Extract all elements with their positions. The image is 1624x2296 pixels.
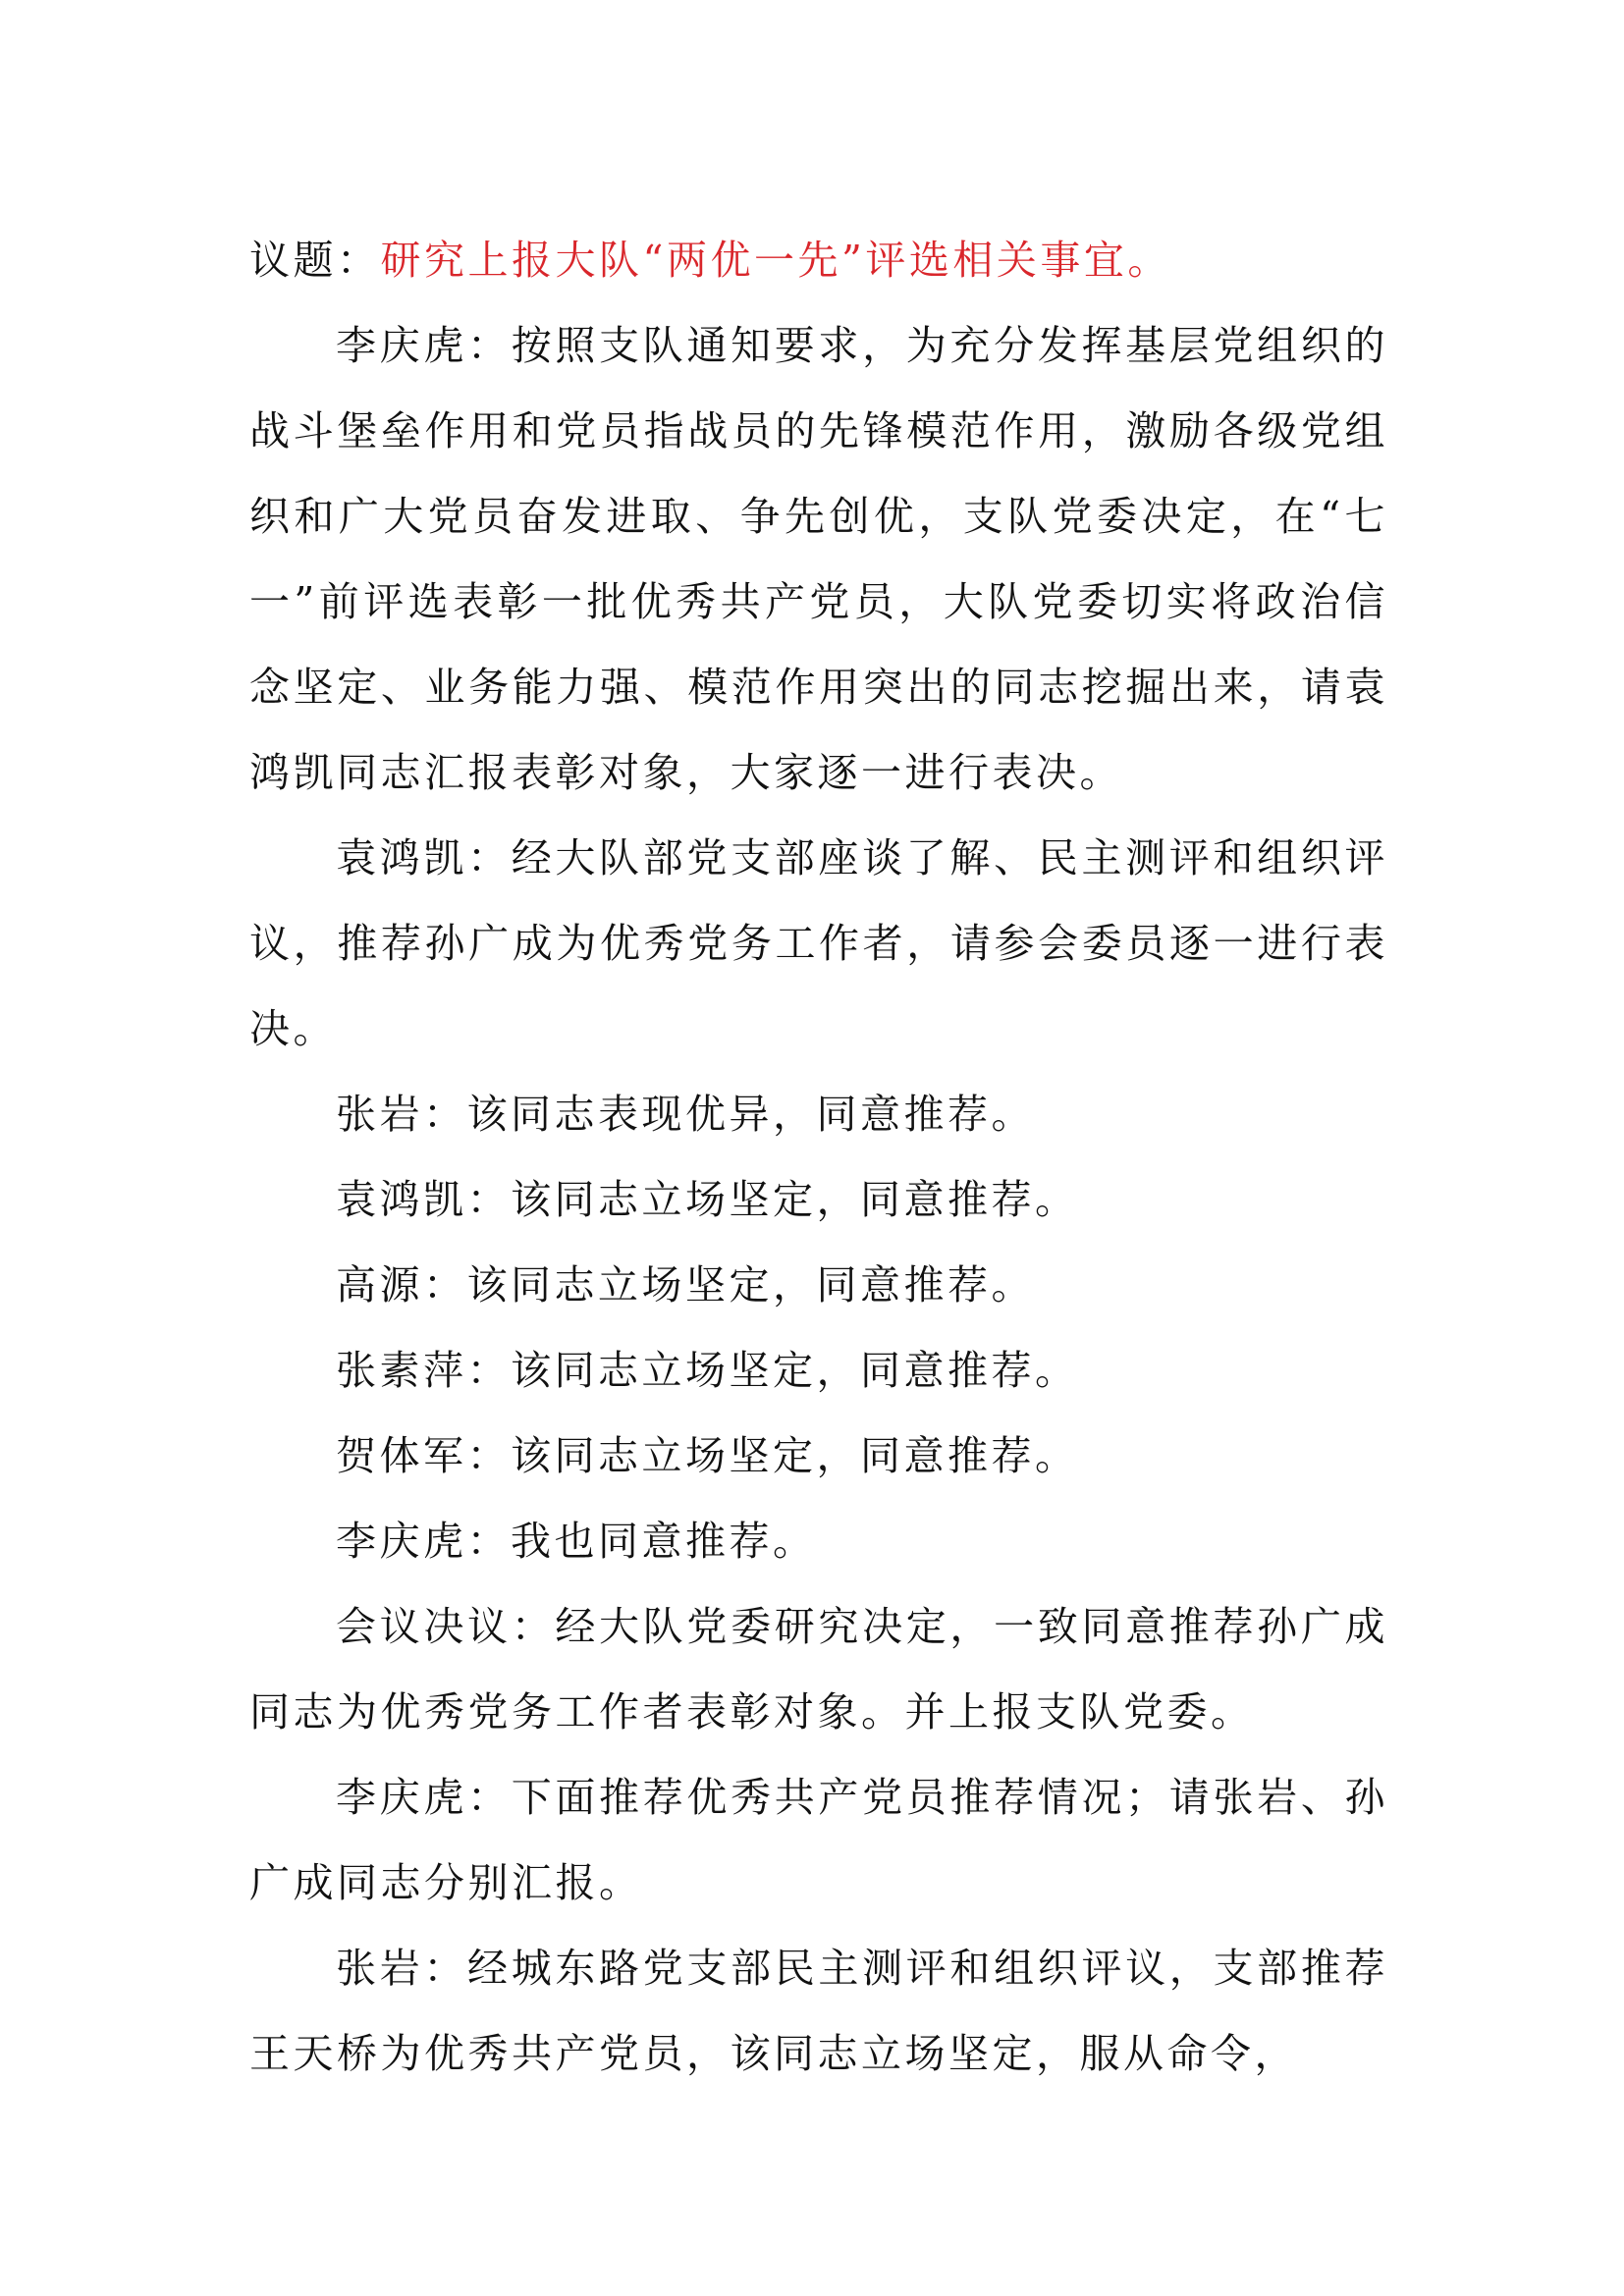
paragraph-li-next-item: 李庆虎：下面推荐优秀共产党员推荐情况；请张岩、孙广成同志分别汇报。	[249, 1774, 1388, 1906]
paragraph-zhang-report: 张岩：经城东路党支部民主测评和组织评议，支部推荐王天桥为优秀共产党员，该同志立场坚定，服从命令，	[249, 1945, 1388, 2077]
paragraph-gao-vote: 高源：该同志立场坚定，同意推荐。	[336, 1261, 1035, 1308]
paragraph-zhangsuping-vote: 张素萍：该同志立场坚定，同意推荐。	[336, 1347, 1079, 1394]
paragraph-resolution: 会议决议：经大队党委研究决定，一致同意推荐孙广成同志为优秀党务工作者表彰对象。并上报支队党委。	[249, 1603, 1388, 1735]
document-body	[249, 218, 1388, 2097]
paragraph-yuan-vote: 袁鸿凯：该同志立场坚定，同意推荐。	[336, 1176, 1079, 1223]
paragraph-li-opening: 李庆虎：按照支队通知要求，为充分发挥基层党组织的战斗堡垒作用和党员指战员的先锋模范作用，激励各级党组织和广大党员奋发进取、争先创优，支队党委决定，在“七一”前评选表彰一批优秀共产党员，大队党委切实将政治信念坚定、业务能力强、模范作用突出的同志挖掘出来，请袁鸿凯同志汇报表彰对象，大家逐一进行表决。	[249, 322, 1388, 796]
agenda-label: 议题：	[249, 237, 381, 284]
agenda-topic: 研究上报大队“两优一先”评选相关事宜。	[380, 237, 1171, 284]
paragraph-zhang-vote: 张岩：该同志表现优异，同意推荐。	[336, 1091, 1035, 1138]
paragraph-yuan-report: 袁鸿凯：经大队部党支部座谈了解、民主测评和组织评议，推荐孙广成为优秀党务工作者，请参会委员逐一进行表决。	[249, 834, 1388, 1052]
paragraph-li-vote: 李庆虎：我也同意推荐。	[336, 1518, 817, 1565]
paragraph-he-vote: 贺体军：该同志立场坚定，同意推荐。	[336, 1432, 1079, 1479]
agenda-line	[249, 218, 1388, 303]
